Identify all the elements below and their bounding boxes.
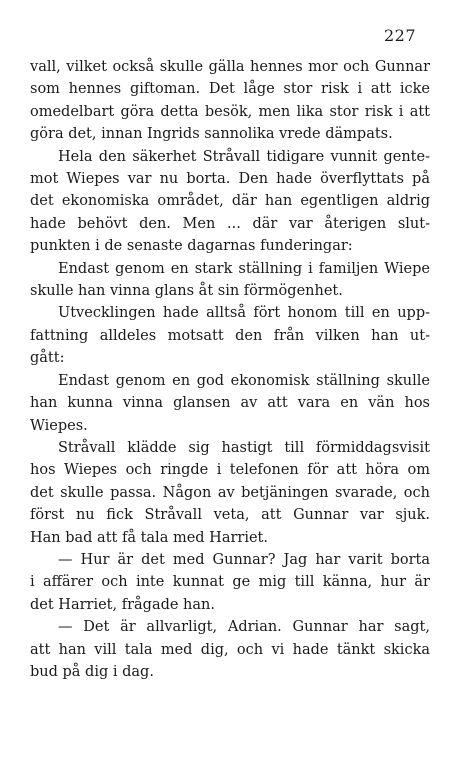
- text-line: vall, vilket också skulle gälla hennes mor och Gunnar: [30, 59, 430, 75]
- text-line: mot Wiepes var nu borta. Den hade överflyttats på: [30, 171, 430, 188]
- text-line: hade behövt den. Men ... där var återigen slut-: [30, 215, 430, 232]
- text-line: det Harriet, frågade han.: [30, 596, 215, 613]
- text-line: fattning alldeles motsatt den från vilken han ut-: [30, 327, 430, 344]
- text-line: först nu fick Stråvall veta, att Gunnar var sjuk.: [30, 507, 430, 524]
- text-line: omedelbart göra detta besök, men lika stor risk i att: [30, 103, 430, 120]
- text-line: det ekonomiska området, där han egentligen aldrig: [30, 193, 430, 210]
- text-line: hos Wiepes och ringde i telefonen för att höra om: [30, 462, 430, 479]
- text-line: punkten i de senaste dagarnas funderingar:: [30, 238, 353, 255]
- text-line: att han vill tala med dig, och vi hade tänkt skicka: [30, 641, 430, 658]
- text-line: Stråvall klädde sig hastigt till förmiddagsvisit: [58, 439, 430, 456]
- text-line: skulle han vinna glans åt sin förmögenhet.: [30, 283, 343, 300]
- text-line: Endast genom en god ekonomisk ställning skulle: [58, 372, 430, 389]
- text-line: bud på dig i dag.: [30, 663, 154, 680]
- text-line: Utvecklingen hade alltså fört honom till en upp-: [58, 305, 430, 322]
- text-line: Endast genom en stark ställning i familjen Wiepe: [58, 260, 430, 277]
- text-line: han kunna vinna glansen av att vara en vän hos: [30, 395, 430, 412]
- text-line: — Det är allvarligt, Adrian. Gunnar har sagt,: [58, 619, 430, 636]
- text-line: Han bad att få tala med Harriet.: [30, 529, 268, 546]
- text-line: i affärer och inte kunnat ge mig till känna, hur är: [30, 574, 430, 591]
- text-line: — Hur är det med Gunnar? Jag har varit borta: [58, 551, 430, 568]
- text-line: Wiepes.: [30, 417, 88, 434]
- page-number: 227: [383, 26, 416, 45]
- text-line: Hela den säkerhet Stråvall tidigare vunnit gente-: [58, 148, 430, 165]
- text-line: som hennes giftoman. Det låge stor risk i att icke: [30, 81, 430, 98]
- text-line: göra det, innan Ingrids sannolika vrede dämpats.: [30, 126, 393, 143]
- text-line: gått:: [30, 350, 65, 367]
- text-line: det skulle passa. Någon av betjäningen svarade, och: [30, 484, 430, 501]
- body-text: [30, 56, 430, 683]
